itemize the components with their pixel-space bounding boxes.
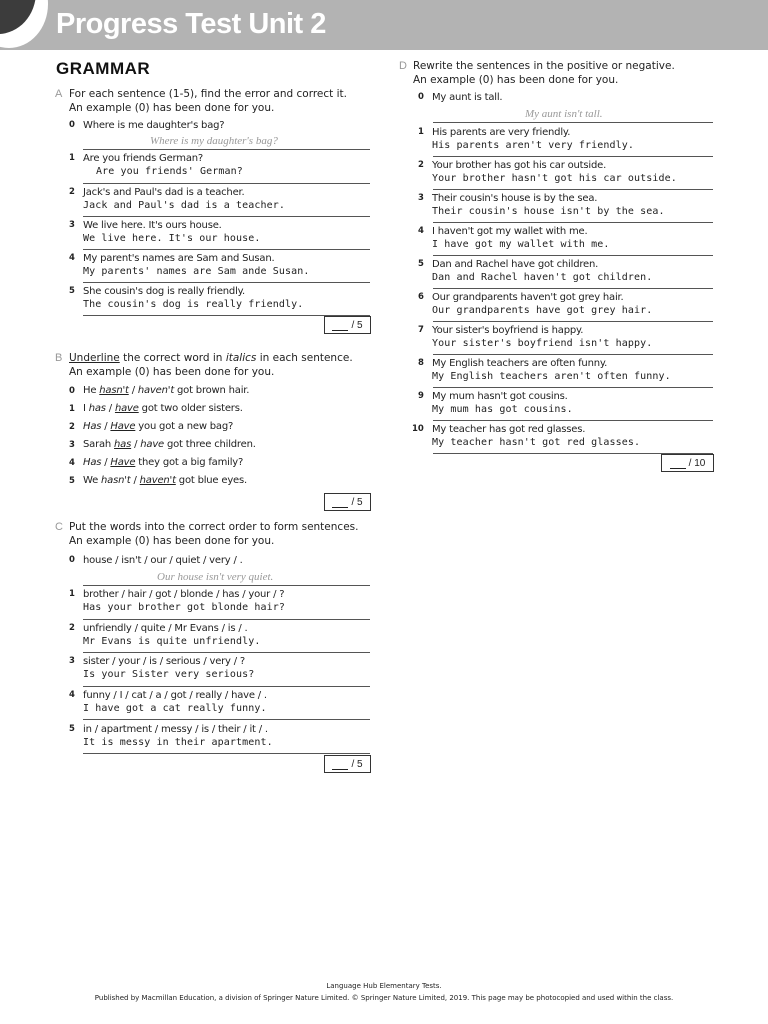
option-separator: / <box>105 403 115 414</box>
item-answer[interactable]: Your brother hasn't got his car outside. <box>432 173 677 184</box>
instruction-text: in each sentence. <box>256 352 353 364</box>
item-answer[interactable]: It is messy in their apartment. <box>83 737 273 748</box>
instruction-line: An example (0) has been done for you. <box>413 74 619 86</box>
option-word[interactable]: have <box>114 403 139 414</box>
option-word[interactable]: has <box>114 439 132 450</box>
item-number: 9 <box>418 391 424 401</box>
sentence-end: you got a new bag? <box>135 421 234 432</box>
sentence-start: Sarah <box>83 439 115 450</box>
item-number: 10 <box>412 424 424 434</box>
score-box[interactable] <box>324 755 371 773</box>
answer-line <box>433 420 713 421</box>
section-instruction <box>413 59 713 87</box>
item-number: 5 <box>69 286 75 296</box>
option-word[interactable]: Has <box>83 457 102 468</box>
item-number: 7 <box>418 325 424 335</box>
answer-line <box>83 149 370 150</box>
item-sentence <box>83 403 243 414</box>
option-word[interactable]: has <box>88 403 106 414</box>
section-a-header <box>55 87 375 114</box>
item-answer[interactable]: My English teachers aren't often funny. <box>432 371 671 382</box>
option-separator: / <box>131 439 141 450</box>
item-question: funny / I / cat / a / got / really / have / . <box>83 690 267 701</box>
score-blank[interactable] <box>332 497 348 508</box>
item-answer[interactable]: Mr Evans is quite unfriendly. <box>83 636 261 647</box>
item-answer[interactable]: My parents' names are Sam ande Susan. <box>83 266 310 277</box>
instruction-line: For each sentence (1-5), find the error and correct it. <box>69 88 347 100</box>
item-number: 2 <box>69 422 75 432</box>
item-number: 4 <box>69 253 75 263</box>
section-c-header <box>55 520 375 550</box>
item-answer[interactable]: I have got a cat really funny. <box>83 703 267 714</box>
item-answer[interactable]: My mum has got cousins. <box>432 404 573 415</box>
item-answer[interactable]: Jack and Paul's dad is a teacher. <box>83 200 285 211</box>
answer-line <box>83 719 370 720</box>
item-number: 2 <box>69 187 75 197</box>
score-box[interactable] <box>324 316 371 334</box>
answer-line <box>433 354 713 355</box>
option-word[interactable]: have <box>140 439 165 450</box>
option-word[interactable]: Have <box>110 457 136 468</box>
item-answer[interactable]: Your sister's boyfriend isn't happy. <box>432 338 653 349</box>
item-question: Your brother has got his car outside. <box>432 160 607 171</box>
item-number: 1 <box>69 153 75 163</box>
item-number: 2 <box>418 160 424 170</box>
score-box[interactable] <box>661 454 714 472</box>
footer-copyright: Published by Macmillan Education, a division of Springer Nature Limited. © Springer Nature Limited, 2019. This page may be photocopied and used within the class. <box>94 994 674 1002</box>
item-answer[interactable]: His parents aren't very friendly. <box>432 140 634 151</box>
answer-line <box>433 222 713 223</box>
item-answer[interactable]: We live here. It's our house. <box>83 233 261 244</box>
instruction-line: Put the words into the correct order to form sentences. <box>69 521 359 533</box>
sentence-start: We <box>83 475 102 486</box>
answer-line <box>433 122 713 123</box>
example-answer: Our house isn't very quiet. <box>157 571 274 583</box>
item-answer[interactable]: Has your brother got blonde hair? <box>83 602 285 613</box>
answer-line <box>83 686 370 687</box>
example-answer: My aunt isn't tall. <box>525 108 603 120</box>
item-sentence <box>83 439 256 450</box>
answer-line <box>433 321 713 322</box>
score-total: / 5 <box>351 319 363 331</box>
item-number: 1 <box>418 127 424 137</box>
item-question: I haven't got my wallet with me. <box>432 226 588 237</box>
answer-line <box>433 156 713 157</box>
item-number: 4 <box>418 226 424 236</box>
answer-line <box>83 216 370 217</box>
instruction-line: An example (0) has been done for you. <box>69 535 275 547</box>
answer-line <box>83 282 370 283</box>
footer-line: Language Hub Elementary Tests. <box>326 982 442 990</box>
instruction-underline: Underline <box>69 352 120 364</box>
item-answer[interactable]: I have got my wallet with me. <box>432 239 610 250</box>
item-sentence <box>83 385 249 396</box>
score-blank[interactable] <box>332 759 348 770</box>
item-number: 1 <box>69 404 75 414</box>
item-question: brother / hair / got / blonde / has / your / ? <box>83 589 285 600</box>
item-number: 3 <box>69 220 75 230</box>
item-number: 0 <box>69 386 75 396</box>
item-question: My parent's names are Sam and Susan. <box>83 253 275 264</box>
item-number: 3 <box>69 440 75 450</box>
item-question: We live here. It's ours house. <box>83 220 222 231</box>
answer-line <box>433 255 713 256</box>
instruction-text: the correct word in <box>119 352 226 364</box>
option-separator: / <box>128 385 138 396</box>
item-question: His parents are very friendly. <box>432 127 571 138</box>
score-total: / 5 <box>351 496 363 508</box>
item-number: 4 <box>69 690 75 700</box>
score-blank[interactable] <box>670 458 686 469</box>
item-question: Are you friends German? <box>83 153 204 164</box>
item-question: house / isn't / our / quiet / very / . <box>83 555 243 566</box>
item-answer[interactable]: Our grandparents have got grey hair. <box>432 305 653 316</box>
item-number: 3 <box>69 656 75 666</box>
item-answer[interactable]: My teacher hasn't got red glasses. <box>432 437 641 448</box>
answer-line <box>83 183 370 184</box>
section-letter: D <box>399 60 407 72</box>
item-question: She cousin's dog is really friendly. <box>83 286 245 297</box>
item-sentence <box>83 475 247 486</box>
instruction-line <box>69 351 369 365</box>
option-separator: / <box>101 457 111 468</box>
item-number: 1 <box>69 589 75 599</box>
section-letter: C <box>55 521 63 533</box>
item-number: 2 <box>69 623 75 633</box>
option-word[interactable]: haven't <box>137 385 175 396</box>
example-answer: Where is my daughter's bag? <box>150 135 278 147</box>
item-answer[interactable]: The cousin's dog is really friendly. <box>83 299 304 310</box>
item-question: My mum hasn't got cousins. <box>432 391 568 402</box>
sentence-end: got brown hair. <box>174 385 250 396</box>
answer-line <box>83 753 370 754</box>
item-number: 4 <box>69 458 75 468</box>
answer-line <box>83 249 370 250</box>
item-number: 0 <box>418 92 424 102</box>
instruction-italics: italics <box>225 352 257 364</box>
sentence-end: got two older sisters. <box>138 403 243 414</box>
section-b-header <box>55 351 375 381</box>
header-bar <box>0 0 768 50</box>
sentence-end: got three children. <box>164 439 256 450</box>
item-number: 6 <box>418 292 424 302</box>
section-instruction <box>69 87 369 115</box>
item-question: sister / your / is / serious / very / ? <box>83 656 246 667</box>
section-heading: GRAMMAR <box>56 59 151 78</box>
section-instruction <box>69 351 369 379</box>
section-letter: B <box>55 352 63 364</box>
score-blank[interactable] <box>332 320 348 331</box>
score-total: / 5 <box>351 758 363 770</box>
item-question: My teacher has got red glasses. <box>432 424 586 435</box>
item-number: 0 <box>69 555 75 565</box>
item-number: 0 <box>69 120 75 130</box>
item-number: 8 <box>418 358 424 368</box>
item-answer[interactable]: Is your Sister very serious? <box>83 669 255 680</box>
answer-line <box>83 652 370 653</box>
answer-line <box>433 288 713 289</box>
item-question: Where is me daughter's bag? <box>83 120 225 131</box>
page-title: Progress Test Unit 2 <box>56 8 326 40</box>
instruction-line: Rewrite the sentences in the positive or negative. <box>413 60 675 72</box>
item-number: 5 <box>69 724 75 734</box>
answer-line <box>433 387 713 388</box>
instruction-line: An example (0) has been done for you. <box>69 102 275 114</box>
answer-line <box>433 189 713 190</box>
item-question: My aunt is tall. <box>432 92 503 103</box>
item-question: Our grandparents haven't got grey hair. <box>432 292 624 303</box>
option-word[interactable]: hasn't <box>99 385 129 396</box>
option-word[interactable]: haven't <box>139 475 176 486</box>
item-question: Jack's and Paul's dad is a teacher. <box>83 187 245 198</box>
score-total: / 10 <box>688 457 706 469</box>
sentence-end: they got a big family? <box>135 457 244 468</box>
option-word[interactable]: hasn't <box>101 475 131 486</box>
instruction-line: An example (0) has been done for you. <box>69 366 275 378</box>
item-sentence <box>83 421 233 432</box>
sentence-start: He <box>83 385 100 396</box>
item-question: unfriendly / quite / Mr Evans / is / . <box>83 623 248 634</box>
item-number: 3 <box>418 193 424 203</box>
item-question: Their cousin's house is by the sea. <box>432 193 598 204</box>
item-question: My English teachers are often funny. <box>432 358 608 369</box>
item-number: 5 <box>69 476 75 486</box>
section-letter: A <box>55 88 63 100</box>
item-answer[interactable]: Dan and Rachel haven't got children. <box>432 272 653 283</box>
item-sentence <box>83 457 243 468</box>
option-separator: / <box>101 421 111 432</box>
item-question: in / apartment / messy / is / their / it / . <box>83 724 268 735</box>
sentence-end: got blue eyes. <box>175 475 247 486</box>
answer-line <box>83 585 370 586</box>
item-question: Your sister's boyfriend is happy. <box>432 325 584 336</box>
item-question: Dan and Rachel have got children. <box>432 259 599 270</box>
section-instruction <box>69 520 369 548</box>
option-word[interactable]: Has <box>83 421 102 432</box>
item-answer[interactable]: Are you friends' German? <box>96 166 243 177</box>
section-d-header <box>399 59 729 89</box>
item-number: 5 <box>418 259 424 269</box>
item-answer[interactable]: Their cousin's house isn't by the sea. <box>432 206 665 217</box>
sentence-start: I <box>83 403 89 414</box>
option-separator: / <box>130 475 140 486</box>
option-word[interactable]: Have <box>110 421 136 432</box>
score-box[interactable] <box>324 493 371 511</box>
answer-line <box>83 619 370 620</box>
